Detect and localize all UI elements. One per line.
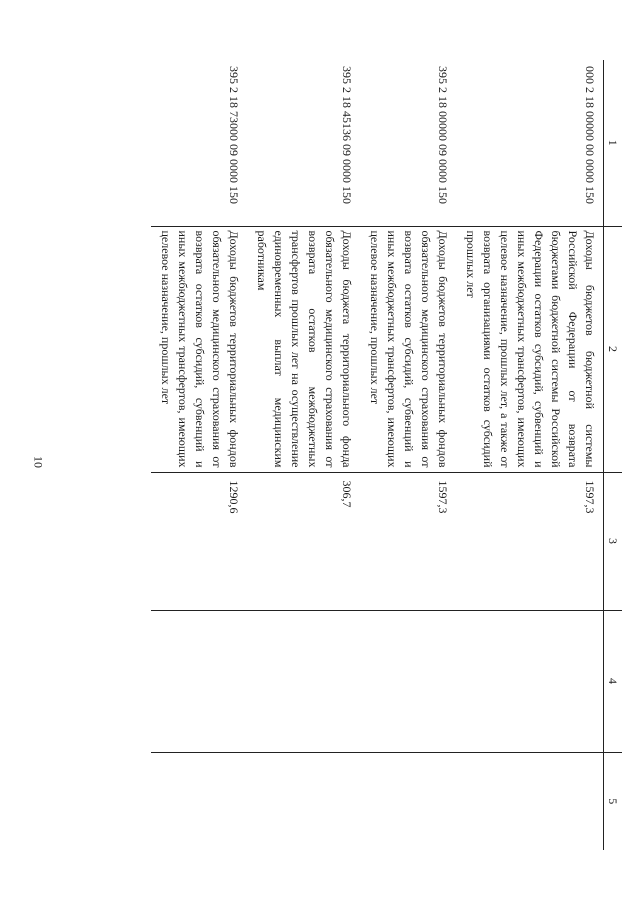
row-code: 395 2 18 73000 09 0000 150 bbox=[227, 66, 241, 204]
row-value-col5 bbox=[247, 752, 360, 850]
row-description: Доходы бюджетов территориальных фондов обязательного медицинского страхования от возврата остатков субсидий, субвенций и иных межбюджетных трансфертов, имеющих целевое назначение, прошлых лет bbox=[360, 226, 456, 472]
row-description: Доходы бюджетов территориальных фондов обязательного медицинского страхования от возврата остатков субсидий, субвенций и иных межбюджетных трансфертов, имеющих целевое назначение, прошлых лет bbox=[151, 226, 247, 472]
column-header-1: 1 bbox=[604, 60, 623, 226]
page-number: 10 bbox=[31, 456, 46, 468]
row-code: 395 2 18 00000 09 0000 150 bbox=[436, 66, 450, 204]
row-value-col5 bbox=[456, 752, 604, 850]
row-value-col3: 1597,3 bbox=[360, 472, 456, 610]
row-value-col5 bbox=[151, 752, 247, 850]
column-header-5: 5 bbox=[604, 752, 623, 850]
column-header-3: 3 bbox=[604, 472, 623, 610]
row-description: Доходы бюджета территориального фонда обязательного медицинского страхования от возврата остатков межбюджетных трансфертов прошлых лет на осуществление единовременных выплат медицинским работникам bbox=[247, 226, 360, 472]
budget-table bbox=[151, 60, 622, 850]
row-value-col3: 306,7 bbox=[247, 472, 360, 610]
table-header-row bbox=[604, 60, 623, 850]
table-row bbox=[456, 60, 604, 850]
row-value-col3: 1597,3 bbox=[456, 472, 604, 610]
rotated-page-content bbox=[32, 60, 622, 850]
row-code: 000 2 18 00000 00 0000 150 bbox=[583, 66, 597, 204]
row-value-col4 bbox=[247, 610, 360, 752]
row-value-col5 bbox=[360, 752, 456, 850]
row-value-col4 bbox=[360, 610, 456, 752]
table-row bbox=[247, 60, 360, 850]
column-header-2: 2 bbox=[604, 226, 623, 472]
row-code: 395 2 18 45136 09 0000 150 bbox=[340, 66, 354, 204]
table-row bbox=[360, 60, 456, 850]
row-description: Доходы бюджетов бюджетной системы Российской Федерации от возврата бюджетами бюджетной системы Российской Федерации остатков субсидий, субвенций и иных межбюджетных трансфертов, имеющих целевое назначение, прошлых лет, а также от возврата организациями остатков субсидий прошлых лет bbox=[456, 226, 604, 472]
table-row bbox=[151, 60, 247, 850]
column-header-4: 4 bbox=[604, 610, 623, 752]
row-value-col4 bbox=[151, 610, 247, 752]
row-value-col3: 1290,6 bbox=[151, 472, 247, 610]
row-value-col4 bbox=[456, 610, 604, 752]
